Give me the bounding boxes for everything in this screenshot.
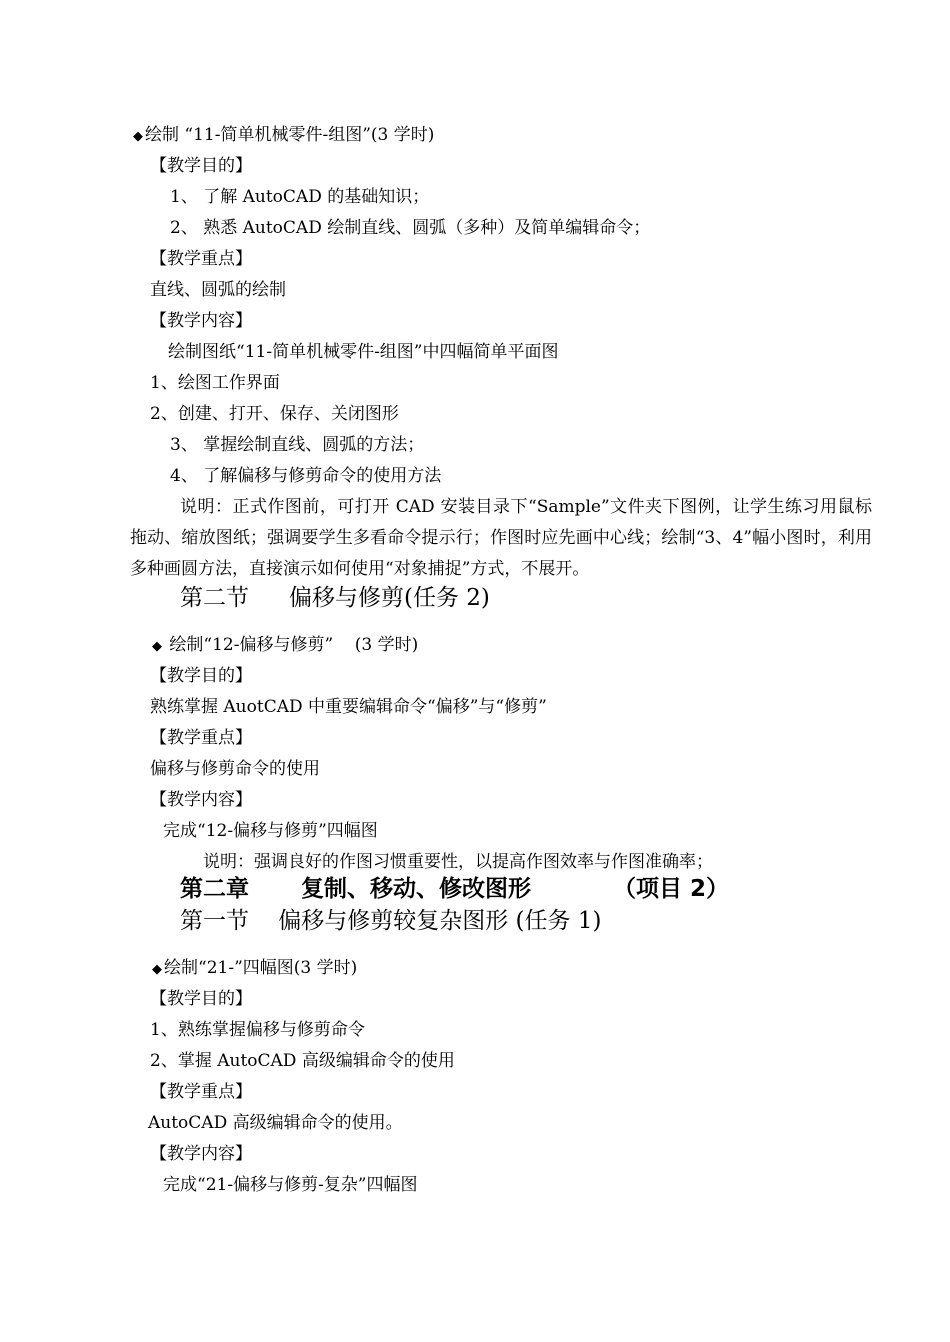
block2-content-label: 【教学内容】 (150, 790, 252, 810)
block1-item-2: 2、创建、打开、保存、关闭图形 (150, 404, 399, 424)
block1-key-label: 【教学重点】 (150, 249, 252, 269)
block1-title: ◆ 绘制 “11-简单机械零件-组图”(3 学时) (133, 125, 435, 145)
block3-aim-label: 【教学目的】 (150, 989, 252, 1009)
block1-aim-1: 1、 了解 AutoCAD 的基础知识； (170, 187, 430, 207)
block1-note: 说明：正式作图前，可打开 CAD 安装目录下“Sample”文件夹下图例，让学生练习用鼠标拖动、缩放图纸；强调要学生多看命令提示行；作图时应先画中心线；绘制“3、4”幅小图时，利用多种画圆方法，直接演示如何使用“对象捕捉”方式，不展开。 (130, 497, 872, 579)
block1-item-4: 4、 了解偏移与修剪命令的使用方法 (170, 466, 442, 486)
block1-key: 直线、圆弧的绘制 (150, 280, 286, 300)
diamond-bullet-icon: ◆ (152, 639, 162, 654)
block3-key-label: 【教学重点】 (150, 1082, 252, 1102)
block2-aim-label: 【教学目的】 (150, 666, 252, 686)
block2-title: ◆ 绘制“12-偏移与修剪” (3 学时) (152, 635, 419, 655)
block3-aim-1: 1、熟练掌握偏移与修剪命令 (150, 1020, 365, 1040)
block2-key-label: 【教学重点】 (150, 728, 252, 748)
block1-item-3: 3、 掌握绘制直线、圆弧的方法； (170, 435, 425, 455)
block1-item-1: 1、绘图工作界面 (150, 373, 280, 393)
block2-key: 偏移与修剪命令的使用 (150, 759, 320, 779)
section1-heading: 第一节 偏移与修剪较复杂图形 (任务 1) (180, 908, 602, 934)
block3-content-label: 【教学内容】 (150, 1144, 252, 1164)
block3-aim-2: 2、掌握 AutoCAD 高级编辑命令的使用 (150, 1051, 455, 1071)
block2-content: 完成“12-偏移与修剪”四幅图 (163, 821, 378, 841)
diamond-bullet-icon: ◆ (152, 962, 162, 977)
block1-aim-2: 2、 熟悉 AutoCAD 绘制直线、圆弧（多种）及简单编辑命令； (170, 218, 651, 238)
block3-title: ◆ 绘制“21-”四幅图(3 学时) (152, 958, 358, 978)
block3-content: 完成“21-偏移与修剪-复杂”四幅图 (163, 1175, 418, 1195)
block1-content-label: 【教学内容】 (150, 311, 252, 331)
block2-aim: 熟练掌握 AuotCAD 中重要编辑命令“偏移”与“修剪” (150, 697, 547, 717)
section2-heading: 第二节 偏移与修剪(任务 2) (180, 585, 490, 611)
block2-note: 说明：强调良好的作图习惯重要性，以提高作图效率与作图准确率； (203, 852, 713, 872)
block3-key: AutoCAD 高级编辑命令的使用。 (148, 1113, 403, 1133)
block1-aim-label: 【教学目的】 (150, 156, 252, 176)
block1-content: 绘制图纸“11-简单机械零件-组图”中四幅简单平面图 (168, 342, 559, 362)
diamond-bullet-icon: ◆ (133, 129, 143, 144)
chapter2-heading: 第二章 复制、移动、修改图形 （项目 2） (180, 876, 730, 902)
